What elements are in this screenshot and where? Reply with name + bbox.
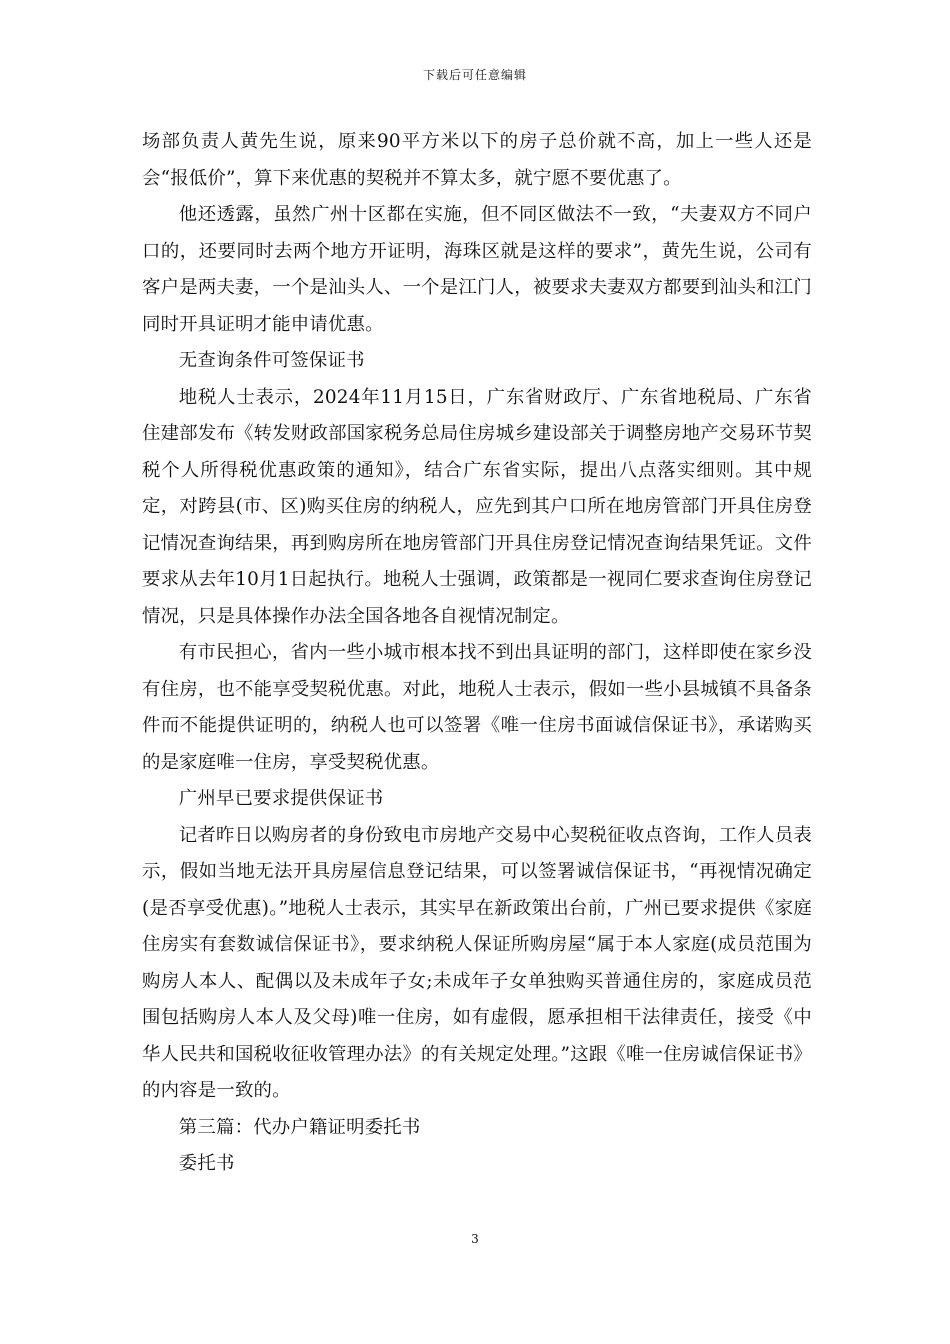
page-header: 下载后可任意编辑 bbox=[422, 68, 527, 82]
paragraph-3: 地税人士表示，2024年11月15日，广东省财政厅、广东省地税局、广东省住建部发布《转发财政部国家税务总局住房城乡建设部关于调整房地产交易环节契税个人所得税优惠政策的通知》，结合广东省实际，提出八点落实细则。其中规定，对跨县(市、区)购买住房的纳税人，应先到其户口所在地房管部门开具住房登记情况查询结果，再到购房所在地房管部门开具住房登记情况查询结果凭证。文件要求从去年10月1日起执行。地税人士强调，政策都是一视同仁要求查询住房登记情况，只是具体操作办法全国各地各自视情况制定。 bbox=[142, 386, 812, 627]
section-heading-no-query: 无查询条件可签保证书 bbox=[178, 350, 365, 371]
document-body bbox=[142, 124, 812, 1183]
section-heading-third-part: 第三篇：代办户籍证明委托书 bbox=[178, 1116, 421, 1138]
section-heading-power-of-attorney: 委托书 bbox=[178, 1153, 235, 1174]
paragraph-1: 场部负责人黄先生说，原来90平方米以下的房子总价就不高，加上一些人还是会“报低价”，算下来优惠的契税并不算太多，就宁愿不要优惠了。 bbox=[142, 131, 812, 189]
paragraph-2: 他还透露，虽然广州十区都在实施，但不同区做法不一致，“夫妻双方不同户口的，还要同时去两个地方开证明，海珠区就是这样的要求”，黄先生说，公司有客户是两夫妻，一个是汕头人、一个是江门人，被要求夫妻双方都要到汕头和江门同时开具证明才能申请优惠。 bbox=[142, 204, 812, 335]
page-number: 3 bbox=[471, 1232, 479, 1246]
paragraph-5: 记者昨日以购房者的身份致电市房地产交易中心契税征收点咨询，工作人员表示，假如当地无法开具房屋信息登记结果，可以签署诚信保证书，“再视情况确定(是否享受优惠)。”地税人士表示，其实早在新政策出台前，广州已要求提供《家庭住房实有套数诚信保证书》，要求纳税人保证所购房屋“属于本人家庭(成员范围为购房人本人、配偶以及未成年子女;未成年子女单独购买普通住房的，家庭成员范围包括购房人本人及父母)唯一住房，如有虚假，愿承担相干法律责任，接受《中华人民共和国税收征收管理办法》的有关规定处理。”这跟《唯一住房诚信保证书》的内容是一致的。 bbox=[142, 824, 812, 1101]
section-heading-guangzhou: 广州早已要求提供保证书 bbox=[178, 788, 384, 809]
paragraph-4: 有市民担心，省内一些小城市根本找不到出具证明的部门，这样即使在家乡没有住房，也不能享受契税优惠。对此，地税人士表示，假如一些小县城镇不具备条件而不能提供证明的，纳税人也可以签署《唯一住房书面诚信保证书》，承诺购买的是家庭唯一住房，享受契税优惠。 bbox=[142, 642, 812, 773]
